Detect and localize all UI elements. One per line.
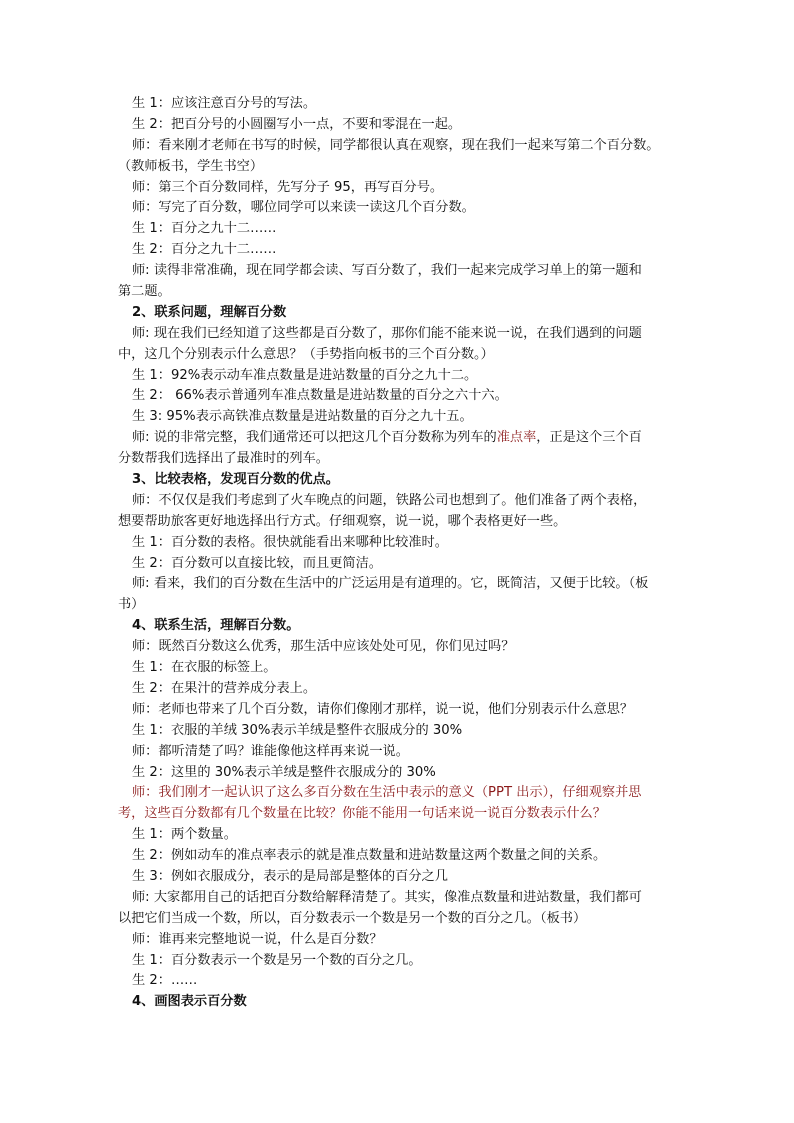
paragraph-line: 生 2：把百分号的小圆圈写小一点，不要和零混在一起。: [132, 116, 462, 132]
paragraph-line: 师: 现在我们已经知道了这些都是百分数了，那你们能不能来说一说，在我们遇到的问题: [132, 325, 642, 341]
paragraph-line: 师：写完了百分数，哪位同学可以来读一读这几个百分数。: [132, 200, 475, 216]
paragraph-line: 师: 看来，我们的百分数在生活中的广泛运用是有道理的。它，既简洁，又便于比较。（板: [132, 576, 649, 592]
paragraph-line: 师：看来刚才老师在书写的时候，同学都很认真在观察，现在我们一起来写第二个百分数。: [132, 137, 660, 153]
paragraph-line: 中，这几个分别表示什么意思？（手势指向板书的三个百分数。）: [118, 346, 494, 362]
paragraph-line: 生 3：例如衣服成分，表示的是局部是整体的百分之几: [132, 868, 448, 884]
highlighted-paragraph-line: 师：我们刚才一起认识了这么多百分数在生活中表示的意义（PPT 出示），仔细观察并思: [132, 785, 642, 801]
paragraph-line: 师：既然百分数这么优秀，那生活中应该处处可见，你们见过吗？: [132, 639, 515, 655]
section-heading: 2、联系问题，理解百分数: [132, 304, 287, 320]
paragraph-line: （教师板书，学生书空）: [118, 158, 264, 174]
paragraph-line: 生 2：百分之九十二……: [132, 242, 277, 258]
paragraph-line: 生 2：……: [132, 973, 198, 989]
paragraph-line: 生 1：百分数表示一个数是另一个数的百分之几。: [132, 952, 422, 968]
line-text: ，正是这个三个百: [536, 430, 642, 446]
paragraph-line: 生 1：衣服的羊绒 30%表示羊绒是整件衣服成分的 30%: [132, 722, 463, 738]
paragraph-line: 师：都听清楚了吗？谁能像他这样再来说一说。: [132, 743, 409, 759]
paragraph-line: 师：老师也带来了几个百分数，请你们像刚才那样，说一说，他们分别表示什么意思？: [132, 701, 634, 717]
paragraph-line: 生 1：两个数量。: [132, 827, 237, 843]
paragraph-line: 师：不仅仅是我们考虑到了火车晚点的问题，铁路公司也想到了。他们准备了两个表格，: [132, 492, 647, 508]
section-heading: 4、联系生活，理解百分数。: [132, 618, 300, 634]
paragraph-line: 第二题。: [118, 284, 171, 300]
highlighted-term: 准点率: [496, 430, 537, 446]
paragraph-line: 生 1：百分数的表格。很快就能看出来哪种比较准时。: [132, 534, 448, 550]
paragraph-line: 分数帮我们选择出了最准时的列车。: [118, 451, 329, 467]
paragraph-line: 生 2：这里的 30%表示羊绒是整件衣服成分的 30%: [132, 764, 436, 780]
paragraph-line: 师: 大家都用自己的话把百分数给解释清楚了。其实，像准点数量和进站数量，我们都可: [132, 889, 642, 905]
paragraph-line: 师：谁再来完整地说一说，什么是百分数？: [132, 931, 383, 947]
paragraph-line: 生 1：在衣服的标签上。: [132, 660, 277, 676]
highlighted-paragraph-line: 考，这些百分数都有几个数量在比较？你能不能用一句话来说一说百分数表示什么？: [118, 806, 606, 822]
paragraph-line: [118, 428, 686, 449]
paragraph-line: 生 3: 95%表示高铁准点数量是进站数量的百分之九十五。: [132, 409, 473, 425]
paragraph-line: 生 2：百分数可以直接比较，而且更简洁。: [132, 555, 382, 571]
paragraph-line: 以把它们当成一个数，所以，百分数表示一个数是另一个数的百分之几。（板书）: [118, 910, 587, 926]
paragraph-line: 生 1：92%表示动车准点数量是进站数量的百分之九十二。: [132, 367, 478, 383]
paragraph-line: 师: 读得非常准确，现在同学都会读、写百分数了，我们一起来完成学习单上的第一题和: [132, 263, 642, 279]
document-body: [118, 94, 686, 1013]
paragraph-line: 师：第三个百分数同样，先写分子 95，再写百分号。: [132, 179, 444, 195]
paragraph-line: 书）: [118, 597, 145, 613]
section-heading: 4、画图表示百分数: [132, 994, 247, 1010]
paragraph-line: 生 1：应该注意百分号的写法。: [132, 96, 317, 111]
line-text: 师: 说的非常完整，我们通常还可以把这几个百分数称为列车的: [132, 430, 497, 446]
paragraph-line: 生 2：例如动车的准点率表示的就是准点数量和进站数量这两个数量之间的关系。: [132, 848, 607, 864]
paragraph-line: 想要帮助旅客更好地选择出行方式。仔细观察，说一说，哪个表格更好一些。: [118, 513, 567, 529]
section-heading: 3、比较表格，发现百分数的优点。: [132, 472, 339, 488]
paragraph-line: 生 2：在果汁的营养成分表上。: [132, 680, 317, 696]
paragraph-line: 生 2： 66%表示普通列车准点数量是进站数量的百分之六十六。: [132, 388, 508, 404]
paragraph-line: 生 1：百分之九十二……: [132, 221, 277, 237]
